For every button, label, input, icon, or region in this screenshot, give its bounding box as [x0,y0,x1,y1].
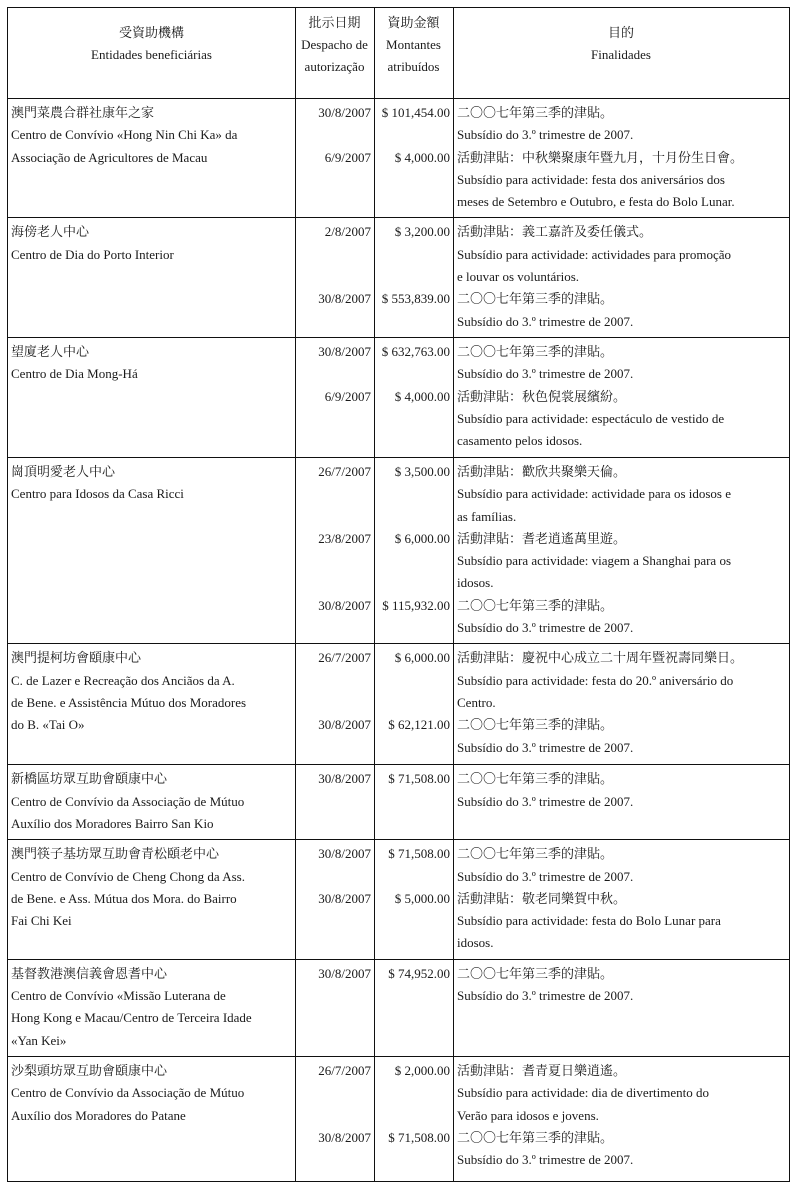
entity-name-line: 澳門筷子基坊眾互助會青松頤老中心 [11,846,220,862]
grant-purpose [453,528,789,595]
grant-purpose [453,102,789,147]
purpose-line: as famílias. [457,508,517,524]
purpose-line: 二〇〇七年第三季的津貼。 [457,771,614,787]
grant-date: 23/8/2007 [318,530,371,546]
entity-name-line: 新橋區坊眾互助會頤康中心 [11,771,168,787]
grant-amount: $ 2,000.00 [394,1062,450,1078]
entity-name-line: Fai Chi Kei [11,913,72,929]
purpose-line: 二〇〇七年第三季的津貼。 [457,343,614,359]
purpose-line: Subsídio para actividade: festa do Bolo Lunar para [457,913,721,929]
column-divider [295,765,296,839]
purpose-line: Subsídio do 3.º trimestre de 2007. [457,793,634,809]
grant-date: 30/8/2007 [318,846,371,862]
column-divider [374,218,375,336]
purpose-line: Centro. [457,694,496,710]
entity-name-line: Centro de Convívio «Hong Nin Chi Ka» da [11,127,238,143]
grant-date: 30/8/2007 [318,597,371,613]
grant-entry [295,1127,789,1172]
column-divider [453,644,454,764]
grant-entry [295,461,789,528]
grant-amount: $ 5,000.00 [394,890,450,906]
grant-purpose [453,288,789,333]
entity-name [8,960,295,1056]
column-divider [295,218,296,336]
grant-amount: $ 632,763.00 [381,343,450,359]
header-text: Despacho de [301,37,368,52]
grant-purpose [453,386,789,453]
grant-amount: $ 62,121.00 [388,717,450,733]
header-text: 受資助機構 [118,25,184,40]
grant-entry [295,102,789,147]
purpose-line: 活動津貼：義工嘉許及委任儀式。 [457,224,653,240]
purpose-line: idosos. [457,935,494,951]
entity-name-line: Centro de Dia Mong-Há [11,366,138,382]
header-text: Finalidades [591,47,651,62]
entity-name-line: 澳門提柯坊會頤康中心 [11,650,142,666]
grant-entry [295,888,789,955]
grant-entry [295,341,789,386]
grant-amount: $ 4,000.00 [394,388,450,404]
purpose-line: 活動津貼：敬老同樂賀中秋。 [457,890,627,906]
column-divider [374,840,375,958]
grant-amount: $ 101,454.00 [381,105,450,120]
grant-entries [295,99,789,217]
grant-entry [295,963,789,1008]
column-divider [374,644,375,764]
grant-purpose [453,595,789,640]
grant-amount: $ 3,500.00 [394,463,450,479]
grant-amount: $ 71,508.00 [388,771,450,787]
grant-date: 6/9/2007 [324,388,371,404]
grant-entries [295,840,789,958]
entity-name-line: 海傍老人中心 [11,224,90,240]
grant-entries [295,644,789,762]
grant-purpose [453,341,789,386]
table-row [8,217,789,336]
purpose-line: 活動津貼：秋色倪裳展繽紛。 [457,388,627,404]
purpose-line: Subsídio para actividade: dia de divertimento do [457,1085,709,1101]
grant-entry [295,714,789,759]
purpose-line: 活動津貼：中秋樂聚康年暨九月，十月份生日會。 [457,149,744,165]
purpose-line: Subsídio para actividade: actividade para os idosos e [457,486,732,502]
purpose-line: 二〇〇七年第三季的津貼。 [457,597,614,613]
column-divider [295,644,296,764]
header-amount [374,12,453,78]
column-divider [295,960,296,1056]
header-text: atribuídos [387,59,440,74]
entity-name-line: de Bene. e Assistência Mútuo dos Moradores [11,694,247,710]
purpose-line: 二〇〇七年第三季的津貼。 [457,291,614,307]
purpose-line: idosos. [457,575,494,591]
grant-date: 2/8/2007 [324,224,371,240]
column-divider [374,765,375,839]
grant-entry [295,843,789,888]
table-row [8,98,789,217]
entity-name [8,644,295,740]
grant-purpose [453,221,789,288]
entity-name-line: Auxílio dos Moradores do Patane [11,1107,186,1123]
column-divider [374,1057,375,1181]
purpose-line: Subsídio para actividade: espectáculo de vestido de [457,410,725,426]
column-divider [453,960,454,1056]
purpose-line: Subsídio do 3.º trimestre de 2007. [457,739,634,755]
purpose-line: 二〇〇七年第三季的津貼。 [457,105,614,120]
purpose-line: casamento pelos idosos. [457,433,583,449]
purpose-line: Subsídio para actividade: festa do 20.º aniversário do [457,672,734,688]
entity-name-line: «Yan Kei» [11,1032,67,1048]
grant-date: 30/8/2007 [318,717,371,733]
grants-table [7,7,790,1182]
entity-name-line: 望廈老人中心 [11,343,90,359]
grant-date: 26/7/2007 [318,1062,371,1078]
grant-date: 30/8/2007 [318,291,371,307]
grant-purpose [453,963,789,1008]
grant-amount: $ 553,839.00 [381,291,450,307]
header-text: 批示日期 [308,15,361,30]
grant-entries [295,458,789,643]
grant-entry [295,288,789,333]
entity-name-line: C. de Lazer e Recreação dos Anciãos da A. [11,672,235,688]
grant-amount: $ 71,508.00 [388,846,450,862]
column-divider [453,1057,454,1181]
table-row [8,839,789,958]
entity-name [8,765,295,839]
purpose-line: Subsídio para actividade: actividades para promoção [457,246,731,262]
grant-entry [295,528,789,595]
grant-purpose [453,1060,789,1127]
grant-amount: $ 6,000.00 [394,650,450,666]
entity-name-line: Centro de Convívio de Cheng Chong da Ass. [11,868,245,884]
purpose-line: 活動津貼：歡欣共聚樂天倫。 [457,463,627,479]
purpose-line: meses de Setembro e Outubro, e festa do Bolo Lunar. [457,194,735,210]
entity-name-line: Centro de Convívio da Associação de Mútuo [11,1085,245,1101]
grant-purpose [453,888,789,955]
purpose-line: 活動津貼：耆老逍遙萬里遊。 [457,530,627,546]
table-header [8,8,789,98]
purpose-line: 二〇〇七年第三季的津貼。 [457,717,614,733]
purpose-line: 二〇〇七年第三季的津貼。 [457,1129,614,1145]
header-text: 目的 [607,25,634,40]
header-text: 資助金額 [387,15,440,30]
header-text: Montantes [386,37,441,52]
purpose-line: 二〇〇七年第三季的津貼。 [457,846,614,862]
grant-entries [295,218,789,336]
entity-name-line: 基督教港澳信義會恩耆中心 [11,965,168,981]
column-divider [295,840,296,958]
grant-entries [295,338,789,456]
grant-date: 26/7/2007 [318,463,371,479]
table-row [8,764,789,839]
grant-amount: $ 6,000.00 [394,530,450,546]
grant-entry [295,147,789,214]
grant-date: 30/8/2007 [318,105,371,120]
column-divider [453,765,454,839]
purpose-line: Subsídio do 3.º trimestre de 2007. [457,620,634,636]
grant-purpose [453,1127,789,1172]
grant-entries [295,960,789,1012]
column-divider [453,338,454,457]
entity-name-line: 崗頂明愛老人中心 [11,463,116,479]
purpose-line: 二〇〇七年第三季的津貼。 [457,965,614,981]
entity-name-line: de Bene. e Ass. Mútua dos Mora. do Bairro [11,890,237,906]
grant-entry [295,595,789,640]
column-divider [295,99,296,217]
grant-purpose [453,768,789,813]
entity-name [8,338,295,390]
grant-amount: $ 71,508.00 [388,1129,450,1145]
table-body [8,98,789,1181]
column-divider [295,458,296,643]
grant-amount: $ 115,932.00 [382,597,450,613]
purpose-line: 活動津貼：耆青夏日樂逍遙。 [457,1062,627,1078]
entity-name-line: 澳門菜農合群社康年之家 [11,105,155,120]
column-divider [453,99,454,217]
entity-name-line: Associação de Agricultores de Macau [11,149,208,165]
header-text: Entidades beneficiárias [91,47,212,62]
grant-amount: $ 74,952.00 [388,965,450,981]
purpose-line: Subsídio do 3.º trimestre de 2007. [457,868,634,884]
purpose-line: Subsídio do 3.º trimestre de 2007. [457,313,634,329]
entity-name-line: Auxílio dos Moradores Bairro San Kio [11,815,214,831]
grant-entry [295,1060,789,1127]
entity-name-line: Centro de Convívio «Missão Luterana de [11,988,226,1004]
column-divider [453,840,454,958]
grant-entry [295,221,789,288]
column-divider [374,960,375,1056]
table-row [8,457,789,643]
grant-entry [295,647,789,714]
grant-date: 30/8/2007 [318,771,371,787]
grant-entries [295,1057,789,1175]
grant-date: 30/8/2007 [318,1129,371,1145]
header-date [295,12,374,78]
purpose-line: Subsídio do 3.º trimestre de 2007. [457,366,634,382]
purpose-line: Subsídio do 3.º trimestre de 2007. [457,127,634,143]
grant-entry [295,386,789,453]
grant-date: 30/8/2007 [318,343,371,359]
column-divider [374,99,375,217]
grant-purpose [453,843,789,888]
column-divider [453,458,454,643]
entity-name [8,218,295,270]
grant-amount: $ 4,000.00 [394,149,450,165]
grant-amount: $ 3,200.00 [394,224,450,240]
header-text: autorização [304,59,365,74]
header-purpose [453,22,789,66]
purpose-line: e louvar os voluntários. [457,269,580,285]
entity-name-line: Centro de Convívio da Associação de Mútuo [11,793,245,809]
grant-date: 26/7/2007 [318,650,371,666]
entity-name-line: Centro de Dia do Porto Interior [11,246,174,262]
column-divider [295,338,296,457]
table-row [8,337,789,457]
header-entity [8,22,295,66]
entity-name-line: 沙梨頭坊眾互助會頤康中心 [11,1062,168,1078]
grant-date: 30/8/2007 [318,890,371,906]
entity-name-line: Centro para Idosos da Casa Ricci [11,486,184,502]
purpose-line: Verão para idosos e jovens. [457,1107,599,1123]
grant-entries [295,765,789,817]
entity-name-line: do B. «Tai O» [11,717,85,733]
purpose-line: Subsídio do 3.º trimestre de 2007. [457,1152,634,1168]
purpose-line: 活動津貼：慶祝中心成立二十周年暨祝壽同樂日。 [457,650,744,666]
table-row [8,1056,789,1181]
grant-date: 6/9/2007 [324,149,371,165]
grant-entry [295,768,789,813]
column-divider [295,1057,296,1181]
column-divider [453,218,454,336]
column-divider [374,458,375,643]
entity-name [8,1057,295,1131]
entity-name-line: Hong Kong e Macau/Centro de Terceira Idade [11,1010,252,1026]
grant-purpose [453,714,789,759]
column-divider [374,338,375,457]
entity-name [8,840,295,936]
table-row [8,959,789,1056]
grant-date: 30/8/2007 [318,965,371,981]
entity-name [8,99,295,173]
purpose-line: Subsídio para actividade: festa dos aniversários dos [457,171,725,187]
table-row [8,643,789,764]
grant-purpose [453,147,789,214]
purpose-line: Subsídio para actividade: viagem a Shanghai para os [457,553,732,569]
entity-name [8,458,295,510]
grant-purpose [453,647,789,714]
purpose-line: Subsídio do 3.º trimestre de 2007. [457,988,634,1004]
grant-purpose [453,461,789,528]
